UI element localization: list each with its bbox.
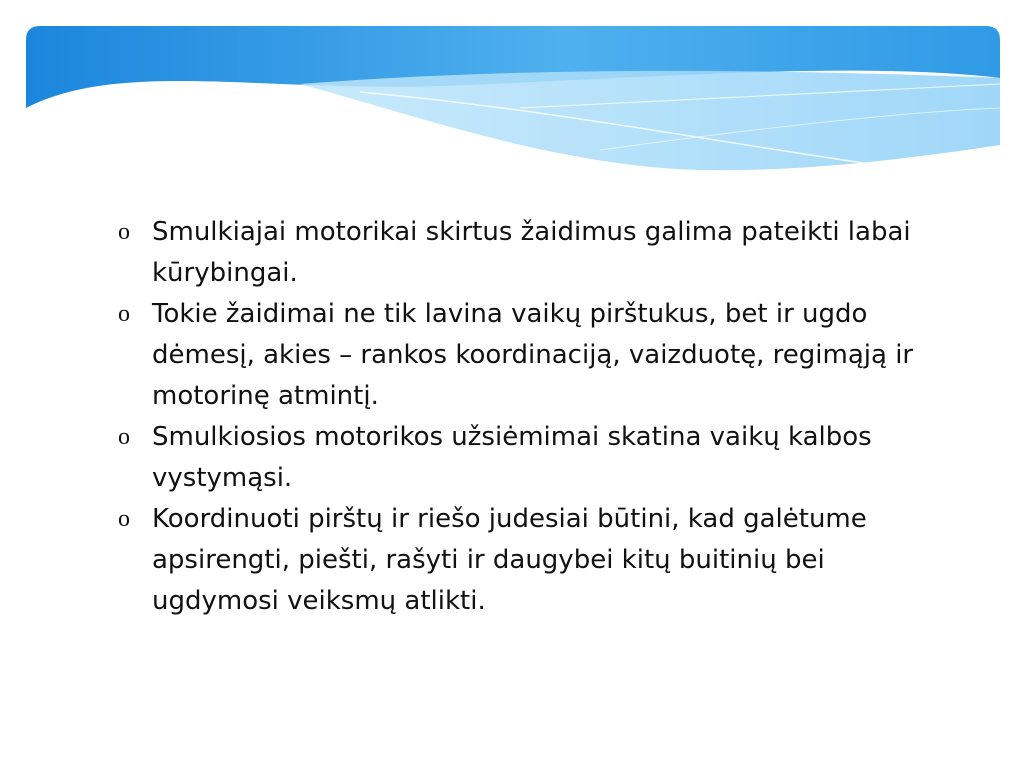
bullet-marker-icon: o [118,506,130,532]
bullet-text: Tokie žaidimai ne tik lavina vaikų pirštukus, bet ir ugdo dėmesį, akies – rankos koordinaciją, vaizduotę, regimąją ir motorinę atmintį. [152,299,914,411]
list-item [112,294,952,417]
bullet-marker-icon: o [118,301,130,327]
bullet-text: Smulkiajai motorikai skirtus žaidimus galima pateikti labai kūrybingai. [152,217,911,288]
bullet-marker-icon: o [118,424,130,450]
header-wave-banner [0,0,1024,200]
list-item [112,417,952,499]
list-item [112,499,952,622]
banner-light-wave [300,71,1000,170]
bullet-marker-icon: o [118,219,130,245]
bullet-list [112,212,952,622]
bullet-text: Koordinuoti pirštų ir riešo judesiai būtini, kad galėtume apsirengti, piešti, rašyti ir daugybei kitų buitinių bei ugdymosi veiksmų atlikti. [152,504,867,616]
list-item [112,212,952,294]
bullet-text: Smulkiosios motorikos užsiėmimai skatina vaikų kalbos vystymąsi. [152,422,872,493]
